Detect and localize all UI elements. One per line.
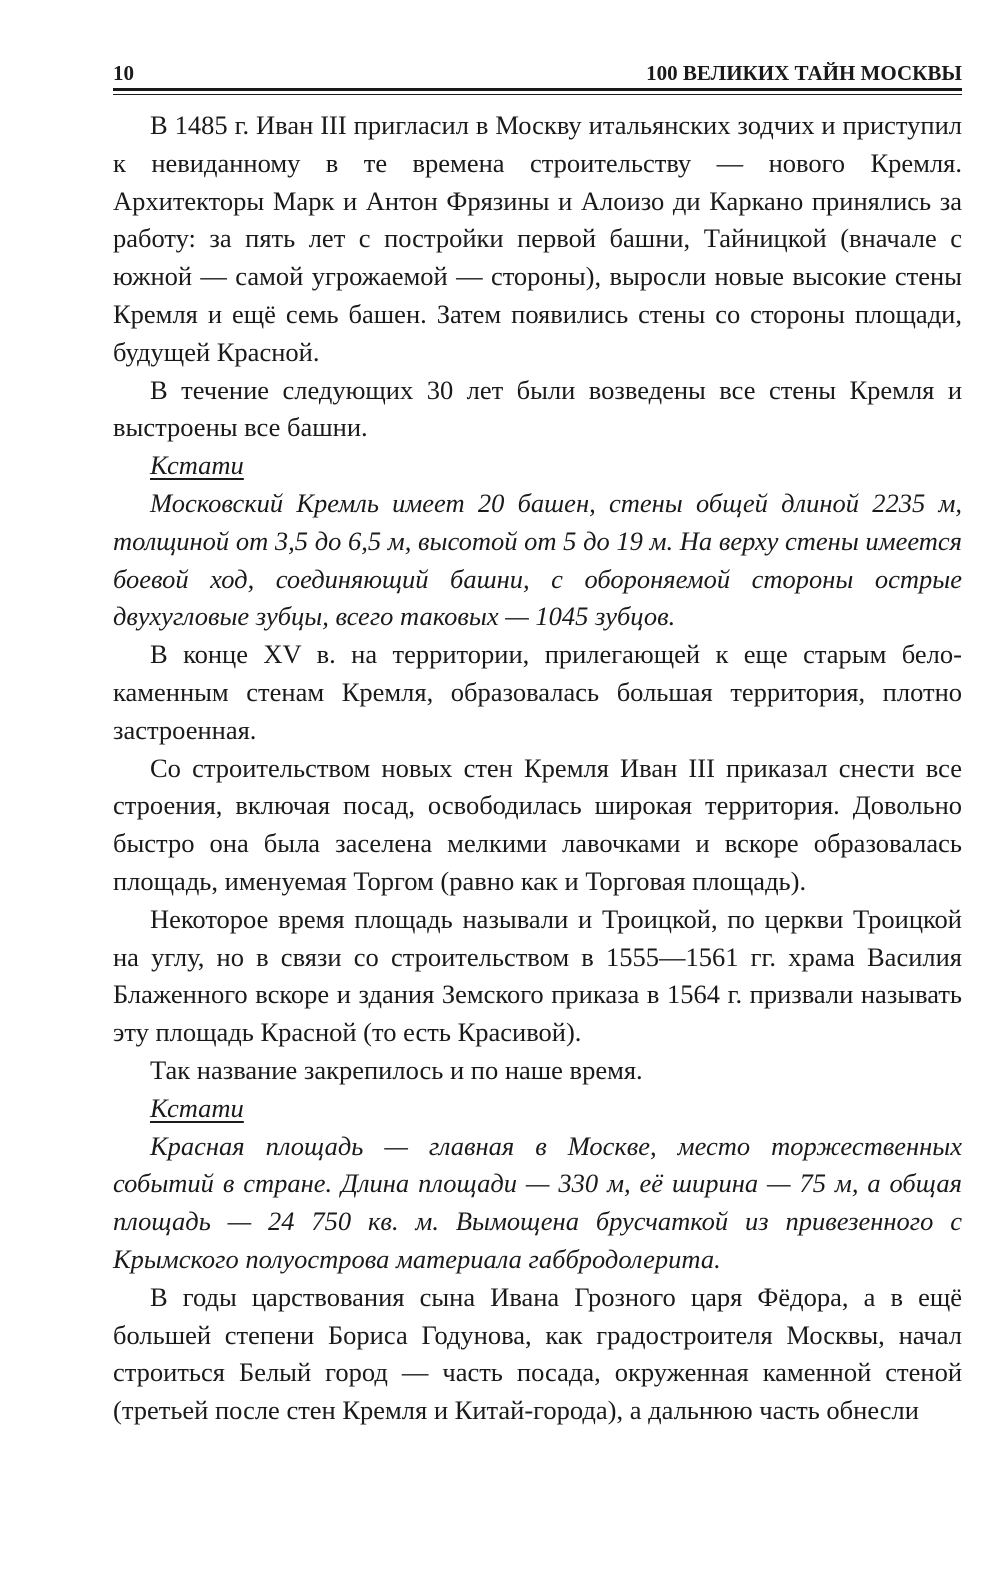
paragraph-1: В 1485 г. Иван III пригласил в Москву итальянских зодчих и приступил к невиданному в те времена строительству — нового Кремля. Архитекторы Марк и Антон Фрязины и Алоизо ди Каркано принялись за работу: за пять лет с постройки первой башни, Тайницкой (вначале с южной — самой угрожаемой — стороны), выросли новые высокие стены Кремля и ещё семь башен. Затем появились стены со стороны площади, будущей Красной.: [113, 110, 962, 367]
running-header: [113, 58, 962, 86]
aside-text-1: Московский Кремль имеет 20 башен, стены общей длиной 2235 м, толщиной от 3,5 до 6,5 м, высотой от 5 до 19 м. На верху стены имеется боевой ход, соединяющий башни, с обороняемой стороны острые двухугловые зубцы, всего таковых — 1045 зубцов.: [113, 487, 962, 632]
aside-heading-2: Кстати: [150, 1092, 244, 1123]
aside-heading-1: Кстати: [150, 450, 244, 481]
header-rule-thin: [113, 94, 962, 95]
paragraph-2: В течение следующих 30 лет были возведены все стены Кремля и выстроены все башни.: [113, 374, 962, 443]
paragraph-6: Так название закрепилось и по наше время.: [150, 1054, 643, 1085]
paragraph-7: В годы царствования сына Ивана Грозного царя Фёдора, а в ещё большей степени Бориса Годунова, как градостроителя Москвы, начал строиться Белый город — часть посада, окруженная каменной стеной (третьей после стен Кремля и Китай-города), а дальнюю часть обнесли: [113, 1281, 962, 1426]
aside-text-2: Красная площадь — главная в Москве, место торжественных событий в стране. Длина площади — 330 м, её ширина — 75 м, а общая площадь — 24 750 кв. м. Вымощена брусчаткой из привезенного с Крымского полуострова материала габбродолерита.: [113, 1130, 962, 1274]
page-body: [113, 107, 962, 1430]
paragraph-4: Со строительством новых стен Кремля Иван III приказал снести все строения, включая посад, освободилась широкая территория. Довольно быстро она была заселена мелкими лавочками и вскоре образовалась площадь, именуемая Торгом (равно как и Торговая площадь).: [113, 752, 962, 896]
book-page: [113, 58, 962, 1430]
book-title: 100 ВЕЛИКИХ ТАЙН МОСКВЫ: [646, 61, 962, 85]
header-rule-thick: [113, 88, 962, 91]
page-number: 10: [113, 61, 134, 85]
paragraph-3: В конце XV в. на территории, прилегающей к еще старым белокаменным стенам Кремля, образовалась большая территория, плотно застроенная.: [113, 639, 962, 745]
paragraph-5: Некоторое время площадь называли и Троицкой, по церкви Троицкой на углу, но в связи со строительством в 1555—1561 гг. храма Василия Блаженного вскоре и здания Земского приказа в 1564 г. призвали называть эту площадь Красной (то есть Красивой).: [113, 903, 962, 1048]
